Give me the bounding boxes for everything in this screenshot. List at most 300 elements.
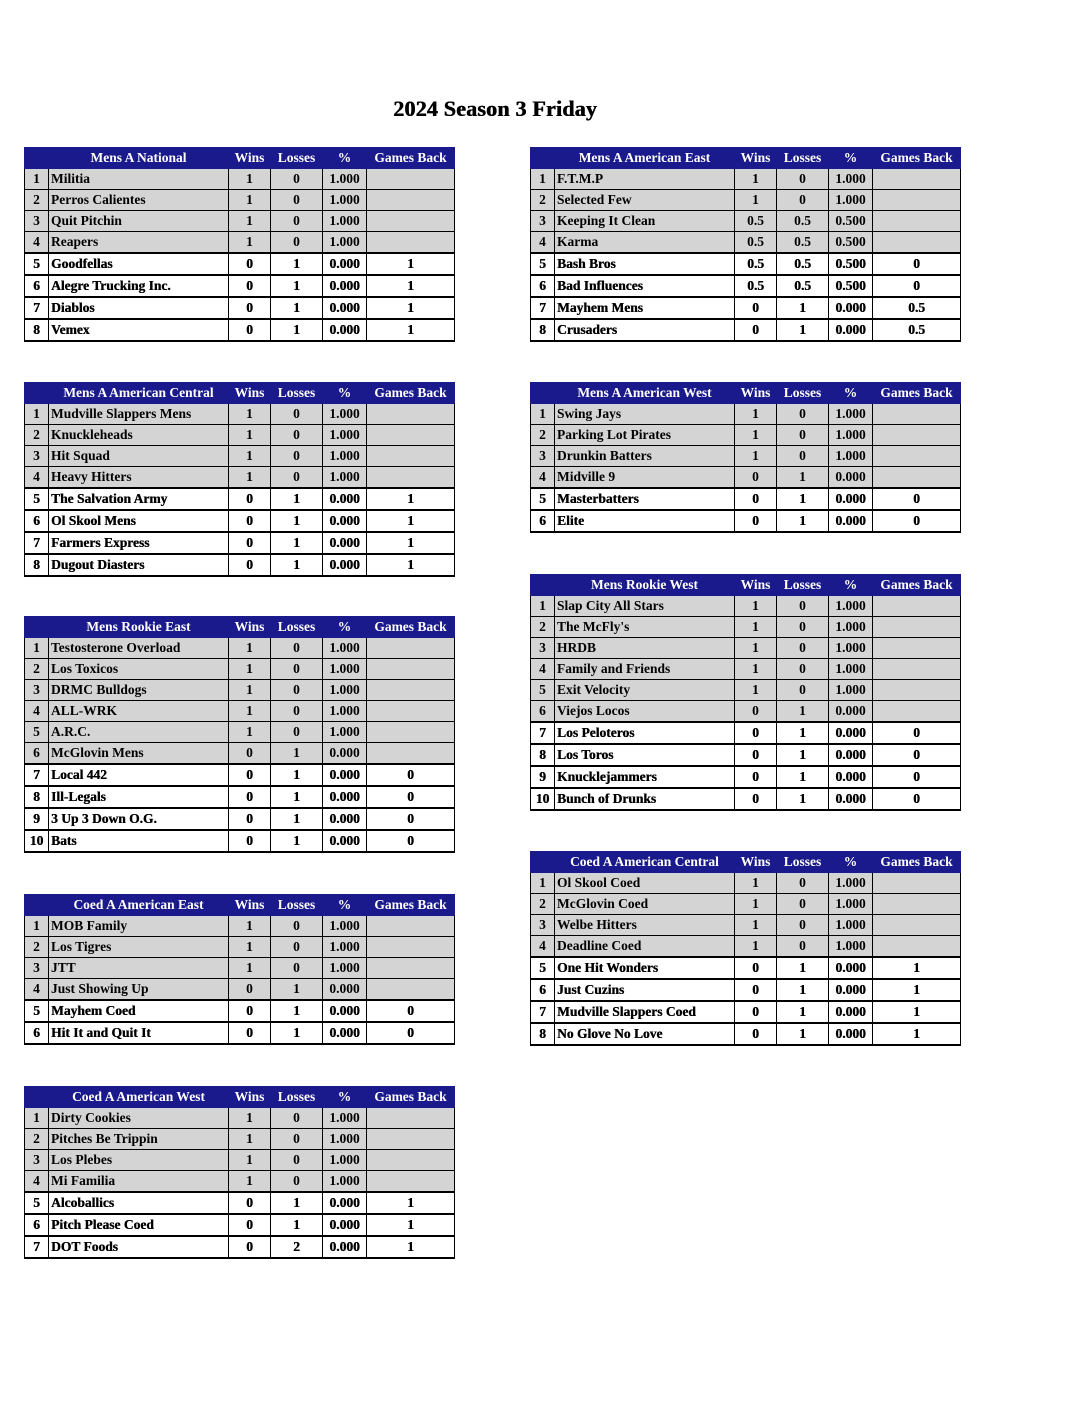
- wins-cell: 0: [229, 510, 271, 532]
- losses-cell: 0: [777, 617, 829, 638]
- rank-cell: 1: [531, 404, 555, 425]
- pct-cell: 1.000: [323, 937, 367, 958]
- rank-cell: 5: [25, 253, 49, 275]
- table-row: [25, 1171, 455, 1193]
- pct-cell: 0.000: [829, 467, 873, 489]
- wins-cell: 1: [735, 894, 777, 915]
- games-back-cell: [873, 936, 961, 958]
- rank-cell: 7: [531, 722, 555, 744]
- pct-cell: 1.000: [323, 638, 367, 659]
- rank-cell: 6: [25, 510, 49, 532]
- team-name-cell: Elite: [555, 510, 735, 532]
- wins-cell: 0: [735, 1001, 777, 1023]
- rank-cell: 3: [531, 915, 555, 936]
- division-table-mens-rookie-west: [530, 574, 961, 811]
- table-row: [531, 253, 961, 275]
- games-back-cell: 0: [367, 786, 455, 808]
- team-name-cell: Militia: [49, 169, 229, 190]
- pct-cell: 0.000: [829, 1023, 873, 1045]
- games-back-cell: 0: [873, 253, 961, 275]
- table-row: [531, 894, 961, 915]
- wins-cell: 1: [735, 617, 777, 638]
- games-back-cell: [367, 979, 455, 1001]
- table-row: [531, 404, 961, 425]
- games-back-cell: 1: [367, 532, 455, 554]
- header-losses: Losses: [271, 1087, 323, 1108]
- table-row: [25, 554, 455, 576]
- table-row: [25, 190, 455, 211]
- header-pct: %: [829, 383, 873, 404]
- rank-cell: 1: [25, 916, 49, 937]
- pct-cell: 0.000: [323, 297, 367, 319]
- games-back-cell: [367, 169, 455, 190]
- losses-cell: 1: [777, 1001, 829, 1023]
- header-rank: [531, 383, 555, 404]
- games-back-cell: 0: [367, 808, 455, 830]
- losses-cell: 1: [777, 510, 829, 532]
- team-name-cell: Vemex: [49, 319, 229, 341]
- rank-cell: 7: [25, 532, 49, 554]
- games-back-cell: 0.5: [873, 297, 961, 319]
- games-back-cell: 0: [873, 275, 961, 297]
- team-name-cell: F.T.M.P: [555, 169, 735, 190]
- team-name-cell: Just Cuzins: [555, 979, 735, 1001]
- rank-cell: 4: [531, 232, 555, 254]
- header-wins: Wins: [229, 1087, 271, 1108]
- table-row: [531, 915, 961, 936]
- rank-cell: 7: [531, 1001, 555, 1023]
- games-back-cell: 0: [873, 722, 961, 744]
- rank-cell: 3: [25, 211, 49, 232]
- wins-cell: 0: [735, 297, 777, 319]
- header-rank: [531, 148, 555, 169]
- pct-cell: 0.500: [829, 232, 873, 254]
- table-row: [531, 319, 961, 341]
- losses-cell: 1: [777, 467, 829, 489]
- losses-cell: 0: [271, 1150, 323, 1171]
- pct-cell: 1.000: [829, 659, 873, 680]
- pct-cell: 0.000: [323, 764, 367, 786]
- team-name-cell: Los Plebes: [49, 1150, 229, 1171]
- table-row: [531, 190, 961, 211]
- table-row: [25, 297, 455, 319]
- wins-cell: 1: [229, 169, 271, 190]
- division-name: Coed A American West: [49, 1087, 229, 1108]
- games-back-cell: 1: [367, 510, 455, 532]
- games-back-cell: 1: [367, 554, 455, 576]
- team-name-cell: Hit It and Quit It: [49, 1022, 229, 1044]
- pct-cell: 1.000: [829, 446, 873, 467]
- team-name-cell: Mayhem Coed: [49, 1000, 229, 1022]
- losses-cell: 0: [777, 169, 829, 190]
- pct-cell: 0.000: [323, 554, 367, 576]
- losses-cell: 1: [777, 701, 829, 723]
- games-back-cell: 0: [367, 764, 455, 786]
- games-back-cell: [367, 404, 455, 425]
- pct-cell: 1.000: [323, 701, 367, 722]
- games-back-cell: [367, 425, 455, 446]
- table-row: [531, 467, 961, 489]
- table-row: [531, 297, 961, 319]
- pct-cell: 1.000: [829, 425, 873, 446]
- team-name-cell: Los Toxicos: [49, 659, 229, 680]
- header-rank: [531, 852, 555, 873]
- division-table-mens-a-american-east: [530, 147, 961, 342]
- losses-cell: 0.5: [777, 253, 829, 275]
- pct-cell: 0.000: [323, 743, 367, 765]
- pct-cell: 0.500: [829, 253, 873, 275]
- team-name-cell: Bunch of Drunks: [555, 788, 735, 810]
- table-row: [25, 1108, 455, 1129]
- rank-cell: 3: [531, 638, 555, 659]
- rank-cell: 2: [25, 1129, 49, 1150]
- team-name-cell: Dugout Diasters: [49, 554, 229, 576]
- wins-cell: 1: [229, 958, 271, 979]
- rank-cell: 3: [25, 680, 49, 701]
- pct-cell: 1.000: [323, 958, 367, 979]
- team-name-cell: Family and Friends: [555, 659, 735, 680]
- wins-cell: 1: [229, 190, 271, 211]
- losses-cell: 0: [271, 404, 323, 425]
- division-table-mens-a-national: [24, 147, 455, 342]
- pct-cell: 0.500: [829, 275, 873, 297]
- losses-cell: 0: [271, 1171, 323, 1193]
- team-name-cell: Los Peloteros: [555, 722, 735, 744]
- pct-cell: 0.000: [323, 979, 367, 1001]
- team-name-cell: Bash Bros: [555, 253, 735, 275]
- table-row: [25, 169, 455, 190]
- wins-cell: 0.5: [735, 211, 777, 232]
- games-back-cell: [873, 190, 961, 211]
- rank-cell: 4: [531, 659, 555, 680]
- games-back-cell: [873, 425, 961, 446]
- losses-cell: 1: [271, 1022, 323, 1044]
- wins-cell: 1: [229, 425, 271, 446]
- games-back-cell: [873, 467, 961, 489]
- losses-cell: 0: [271, 958, 323, 979]
- games-back-cell: [367, 467, 455, 489]
- losses-cell: 1: [777, 722, 829, 744]
- games-back-cell: [367, 916, 455, 937]
- table-row: [25, 211, 455, 232]
- header-rank: [531, 575, 555, 596]
- games-back-cell: 1: [873, 957, 961, 979]
- games-back-cell: [367, 446, 455, 467]
- team-name-cell: Quit Pitchin: [49, 211, 229, 232]
- rank-cell: 4: [25, 1171, 49, 1193]
- team-name-cell: Karma: [555, 232, 735, 254]
- header-pct: %: [323, 895, 367, 916]
- games-back-cell: [873, 638, 961, 659]
- division-table-coed-a-american-east: [24, 894, 455, 1045]
- wins-cell: 0: [735, 722, 777, 744]
- header-wins: Wins: [229, 895, 271, 916]
- team-name-cell: Drunkin Batters: [555, 446, 735, 467]
- header-row: [531, 575, 961, 596]
- table-row: [25, 701, 455, 722]
- division-table-mens-rookie-east: [24, 616, 455, 853]
- header-pct: %: [829, 148, 873, 169]
- wins-cell: 0: [735, 488, 777, 510]
- games-back-cell: [873, 211, 961, 232]
- wins-cell: 0: [229, 786, 271, 808]
- team-name-cell: Farmers Express: [49, 532, 229, 554]
- page-title: 2024 Season 3 Friday: [393, 96, 597, 121]
- division-name: Coed A American East: [49, 895, 229, 916]
- table-row: [25, 532, 455, 554]
- wins-cell: 1: [735, 638, 777, 659]
- header-pct: %: [323, 1087, 367, 1108]
- table-row: [25, 488, 455, 510]
- header-wins: Wins: [735, 148, 777, 169]
- rank-cell: 6: [531, 275, 555, 297]
- team-name-cell: Parking Lot Pirates: [555, 425, 735, 446]
- team-name-cell: The Salvation Army: [49, 488, 229, 510]
- pct-cell: 0.000: [323, 253, 367, 275]
- rank-cell: 5: [25, 488, 49, 510]
- table-row: [25, 764, 455, 786]
- team-name-cell: Mi Familia: [49, 1171, 229, 1193]
- table-row: [25, 916, 455, 937]
- team-name-cell: No Glove No Love: [555, 1023, 735, 1045]
- header-losses: Losses: [777, 383, 829, 404]
- table-row: [531, 638, 961, 659]
- header-pct: %: [829, 575, 873, 596]
- losses-cell: 2: [271, 1236, 323, 1258]
- header-rank: [25, 148, 49, 169]
- division-table-mens-a-american-central: [24, 382, 455, 577]
- wins-cell: 0.5: [735, 253, 777, 275]
- losses-cell: 0: [777, 915, 829, 936]
- header-row: [25, 148, 455, 169]
- header-games-back: Games Back: [873, 575, 961, 596]
- team-name-cell: HRDB: [555, 638, 735, 659]
- header-games-back: Games Back: [367, 895, 455, 916]
- wins-cell: 0: [735, 788, 777, 810]
- header-pct: %: [323, 617, 367, 638]
- table-row: [25, 275, 455, 297]
- team-name-cell: Exit Velocity: [555, 680, 735, 701]
- losses-cell: 0: [777, 190, 829, 211]
- wins-cell: 0: [229, 319, 271, 341]
- header-row: [531, 383, 961, 404]
- team-name-cell: Alegre Trucking Inc.: [49, 275, 229, 297]
- header-games-back: Games Back: [367, 1087, 455, 1108]
- rank-cell: 2: [531, 894, 555, 915]
- pct-cell: 0.000: [829, 979, 873, 1001]
- losses-cell: 1: [777, 957, 829, 979]
- team-name-cell: Bats: [49, 830, 229, 852]
- table-row: [25, 830, 455, 852]
- games-back-cell: 0: [873, 744, 961, 766]
- losses-cell: 0: [777, 894, 829, 915]
- rank-cell: 1: [531, 873, 555, 894]
- wins-cell: 0: [735, 957, 777, 979]
- losses-cell: 1: [271, 510, 323, 532]
- division-name: Mens A National: [49, 148, 229, 169]
- header-wins: Wins: [735, 575, 777, 596]
- team-name-cell: Diablos: [49, 297, 229, 319]
- table-row: [531, 957, 961, 979]
- pct-cell: 1.000: [323, 190, 367, 211]
- team-name-cell: Los Tigres: [49, 937, 229, 958]
- table-row: [25, 1192, 455, 1214]
- rank-cell: 6: [25, 1022, 49, 1044]
- team-name-cell: Selected Few: [555, 190, 735, 211]
- wins-cell: 1: [735, 659, 777, 680]
- team-name-cell: Masterbatters: [555, 488, 735, 510]
- wins-cell: 0: [735, 979, 777, 1001]
- losses-cell: 1: [271, 1000, 323, 1022]
- losses-cell: 1: [271, 253, 323, 275]
- pct-cell: 0.000: [829, 788, 873, 810]
- header-rank: [25, 895, 49, 916]
- table-row: [25, 446, 455, 467]
- team-name-cell: Alcoballics: [49, 1192, 229, 1214]
- rank-cell: 8: [531, 319, 555, 341]
- rank-cell: 8: [531, 744, 555, 766]
- games-back-cell: 1: [367, 297, 455, 319]
- wins-cell: 0: [229, 297, 271, 319]
- wins-cell: 0: [229, 743, 271, 765]
- losses-cell: 1: [271, 532, 323, 554]
- team-name-cell: Knuckleheads: [49, 425, 229, 446]
- rank-cell: 10: [531, 788, 555, 810]
- pct-cell: 1.000: [323, 659, 367, 680]
- losses-cell: 0: [777, 680, 829, 701]
- pct-cell: 0.500: [829, 211, 873, 232]
- games-back-cell: [367, 722, 455, 743]
- header-pct: %: [323, 383, 367, 404]
- table-row: [531, 766, 961, 788]
- losses-cell: 0: [777, 638, 829, 659]
- games-back-cell: 1: [367, 1214, 455, 1236]
- games-back-cell: [873, 701, 961, 723]
- rank-cell: 7: [531, 297, 555, 319]
- wins-cell: 0: [229, 1022, 271, 1044]
- table-row: [25, 638, 455, 659]
- team-name-cell: Mudville Slappers Mens: [49, 404, 229, 425]
- division-name: Mens A American West: [555, 383, 735, 404]
- header-games-back: Games Back: [367, 617, 455, 638]
- pct-cell: 1.000: [829, 915, 873, 936]
- wins-cell: 1: [229, 701, 271, 722]
- pct-cell: 0.000: [323, 1022, 367, 1044]
- losses-cell: 1: [271, 743, 323, 765]
- pct-cell: 0.000: [323, 1236, 367, 1258]
- table-row: [25, 467, 455, 489]
- rank-cell: 3: [25, 446, 49, 467]
- team-name-cell: Ol Skool Mens: [49, 510, 229, 532]
- team-name-cell: Testosterone Overload: [49, 638, 229, 659]
- pct-cell: 0.000: [829, 488, 873, 510]
- rank-cell: 2: [531, 190, 555, 211]
- losses-cell: 0: [777, 659, 829, 680]
- losses-cell: 1: [271, 1214, 323, 1236]
- rank-cell: 2: [531, 617, 555, 638]
- team-name-cell: Reapers: [49, 232, 229, 254]
- wins-cell: 0: [229, 253, 271, 275]
- games-back-cell: 1: [367, 275, 455, 297]
- losses-cell: 0.5: [777, 232, 829, 254]
- rank-cell: 7: [25, 764, 49, 786]
- rank-cell: 3: [531, 446, 555, 467]
- pct-cell: 0.000: [323, 1192, 367, 1214]
- rank-cell: 6: [25, 275, 49, 297]
- rank-cell: 7: [25, 297, 49, 319]
- rank-cell: 1: [531, 169, 555, 190]
- games-back-cell: [367, 1150, 455, 1171]
- pct-cell: 1.000: [323, 169, 367, 190]
- header-row: [25, 895, 455, 916]
- games-back-cell: 0: [873, 510, 961, 532]
- wins-cell: 1: [735, 596, 777, 617]
- table-row: [531, 446, 961, 467]
- losses-cell: 1: [777, 744, 829, 766]
- games-back-cell: [873, 404, 961, 425]
- header-losses: Losses: [271, 148, 323, 169]
- division-name: Mens Rookie East: [49, 617, 229, 638]
- header-games-back: Games Back: [873, 148, 961, 169]
- team-name-cell: Welbe Hitters: [555, 915, 735, 936]
- pct-cell: 0.000: [829, 722, 873, 744]
- pct-cell: 0.000: [829, 1001, 873, 1023]
- header-games-back: Games Back: [873, 852, 961, 873]
- team-name-cell: Pitches Be Trippin: [49, 1129, 229, 1150]
- rank-cell: 9: [25, 808, 49, 830]
- wins-cell: 0: [229, 1192, 271, 1214]
- rank-cell: 4: [25, 979, 49, 1001]
- wins-cell: 0: [735, 510, 777, 532]
- rank-cell: 6: [531, 701, 555, 723]
- table-row: [25, 404, 455, 425]
- losses-cell: 0: [271, 659, 323, 680]
- rank-cell: 3: [531, 211, 555, 232]
- losses-cell: 1: [777, 1023, 829, 1045]
- header-rank: [25, 383, 49, 404]
- wins-cell: 1: [229, 232, 271, 254]
- team-name-cell: Ol Skool Coed: [555, 873, 735, 894]
- table-row: [531, 211, 961, 232]
- team-name-cell: Hit Squad: [49, 446, 229, 467]
- wins-cell: 0: [735, 701, 777, 723]
- rank-cell: 2: [531, 425, 555, 446]
- header-rank: [25, 617, 49, 638]
- pct-cell: 1.000: [323, 1150, 367, 1171]
- header-wins: Wins: [735, 852, 777, 873]
- losses-cell: 0: [777, 936, 829, 958]
- header-games-back: Games Back: [873, 383, 961, 404]
- wins-cell: 1: [735, 404, 777, 425]
- games-back-cell: [873, 617, 961, 638]
- games-back-cell: [367, 190, 455, 211]
- wins-cell: 0.5: [735, 275, 777, 297]
- wins-cell: 1: [229, 937, 271, 958]
- team-name-cell: DOT Foods: [49, 1236, 229, 1258]
- rank-cell: 6: [25, 1214, 49, 1236]
- division-table-mens-a-american-west: [530, 382, 961, 533]
- table-row: [25, 786, 455, 808]
- rank-cell: 5: [531, 957, 555, 979]
- wins-cell: 1: [229, 659, 271, 680]
- wins-cell: 1: [735, 680, 777, 701]
- pct-cell: 1.000: [323, 425, 367, 446]
- rank-cell: 1: [531, 596, 555, 617]
- losses-cell: 0: [777, 873, 829, 894]
- division-name: Coed A American Central: [555, 852, 735, 873]
- wins-cell: 1: [229, 722, 271, 743]
- games-back-cell: [367, 1129, 455, 1150]
